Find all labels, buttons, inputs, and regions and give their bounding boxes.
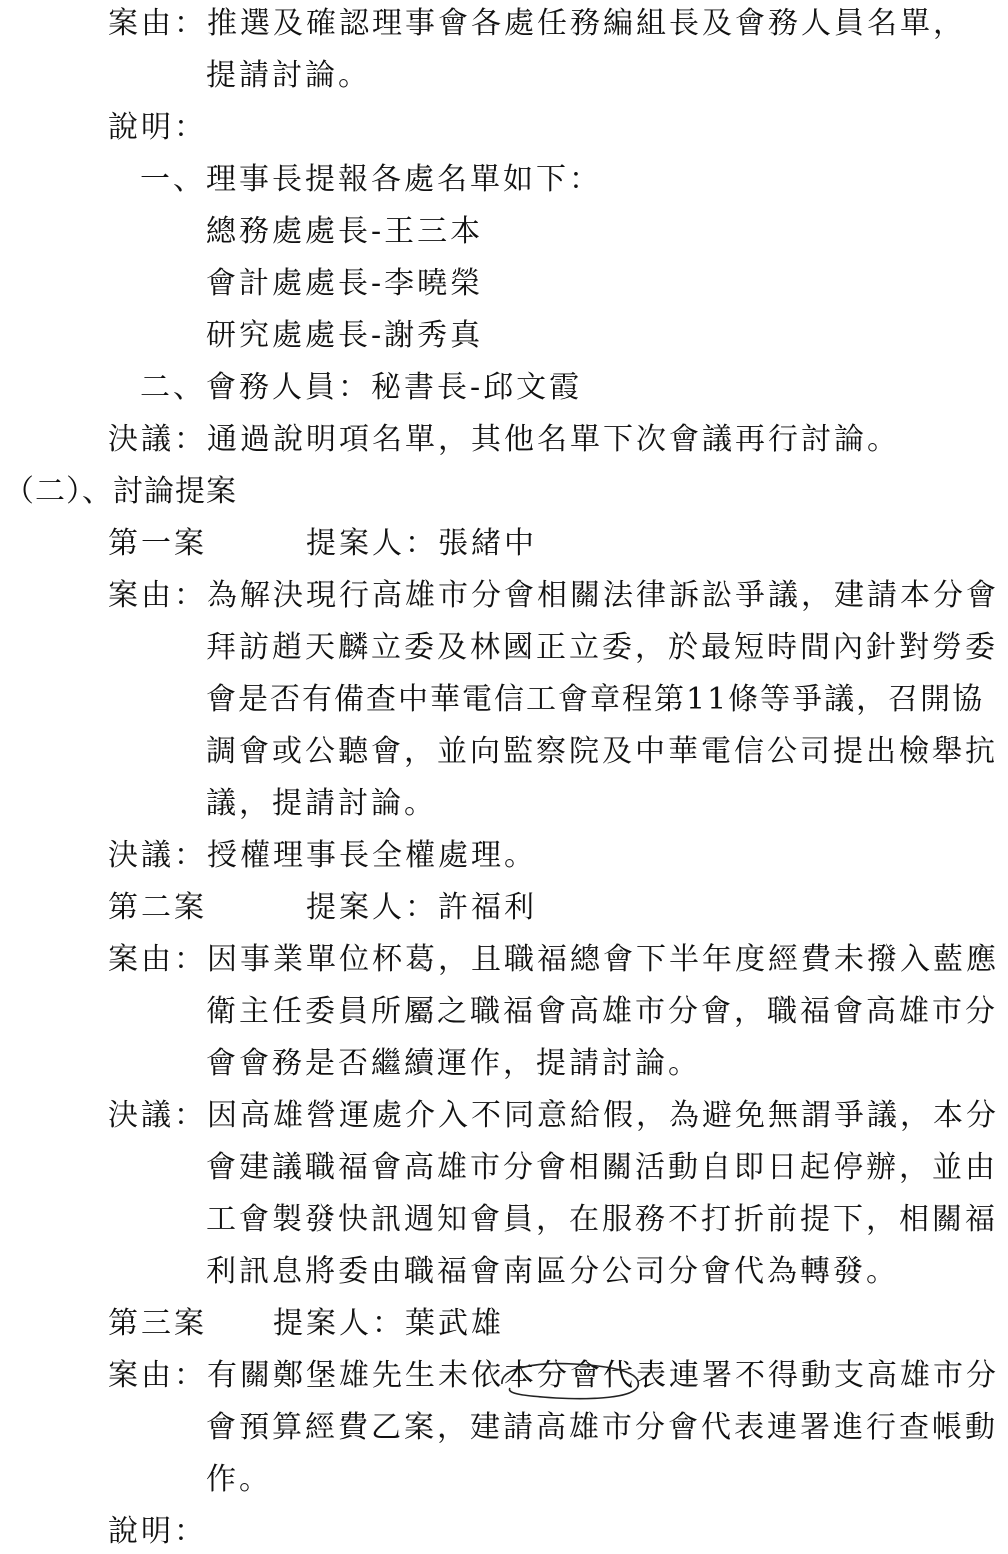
case-1-subject-line: 調會或公聽會，並向監察院及中華電信公司提出檢舉抗 [206,734,998,769]
case-2-subject-line: 案由：因事業單位杯葛，且職福總會下半年度經費未撥入藍應 [108,942,999,977]
case-3-header: 第三案 提案人：葉武雄 [108,1306,504,1341]
case-1-subject-line: 議，提請討論。 [206,786,437,821]
name-list-item: 研究處處長-謝秀真 [206,318,484,353]
resolution-line: 決議：通過說明項名單，其他名單下次會議再行討論。 [108,422,900,457]
case-1-subject-line: 案由：為解決現行高雄市分會相關法律訴訟爭議，建請本分會 [108,578,999,613]
case-subject-line-2: 提請討論。 [206,58,371,93]
case-2-resolution-line: 會建議職福會高雄市分會相關活動自即日起停辦，並由 [206,1150,998,1185]
case-3-subject-line: 案由：有關鄭堡雄先生未依本分會代表連署不得動支高雄市分 [108,1358,999,1393]
case-1-subject-line: 會是否有備查中華電信工會章程第11條等爭議，召開協 [206,682,985,717]
case-2-resolution-line: 決議：因高雄營運處介入不同意給假，為避免無謂爭議，本分 [108,1098,999,1133]
explanation-heading: 說明： [108,1514,207,1549]
case-2-header: 第二案 提案人：許福利 [108,890,537,925]
explanation-heading: 說明： [108,110,207,145]
explanation-item-2: 二、會務人員：秘書長-邱文霞 [140,370,583,405]
case-2-subject-line: 衛主任委員所屬之職福會高雄市分會，職福會高雄市分 [206,994,998,1029]
case-2-resolution-line: 工會製發快訊週知會員，在服務不打折前提下，相關福 [206,1202,998,1237]
name-list-item: 總務處處長-王三本 [206,214,484,249]
explanation-item-1: 一、理事長提報各處名單如下： [140,162,602,197]
case-subject-line-1: 案由：推選及確認理事會各處任務編組長及會務人員名單， [108,6,966,41]
case-1-subject-line: 拜訪趙天麟立委及林國正立委，於最短時間內針對勞委 [206,630,998,665]
case-3-subject-line: 作。 [206,1462,272,1497]
case-1-header: 第一案 提案人：張緒中 [108,526,537,561]
case-2-resolution-line: 利訊息將委由職福會南區分公司分會代為轉發。 [206,1254,899,1289]
case-2-subject-line: 會會務是否繼續運作，提請討論。 [206,1046,701,1081]
name-list-item: 會計處處長-李曉榮 [206,266,484,301]
case-1-resolution: 決議：授權理事長全權處理。 [108,838,537,873]
section-heading: （二）、討論提案 [4,474,237,509]
case-3-subject-line: 會預算經費乙案，建請高雄市分會代表連署進行查帳動 [206,1410,998,1445]
